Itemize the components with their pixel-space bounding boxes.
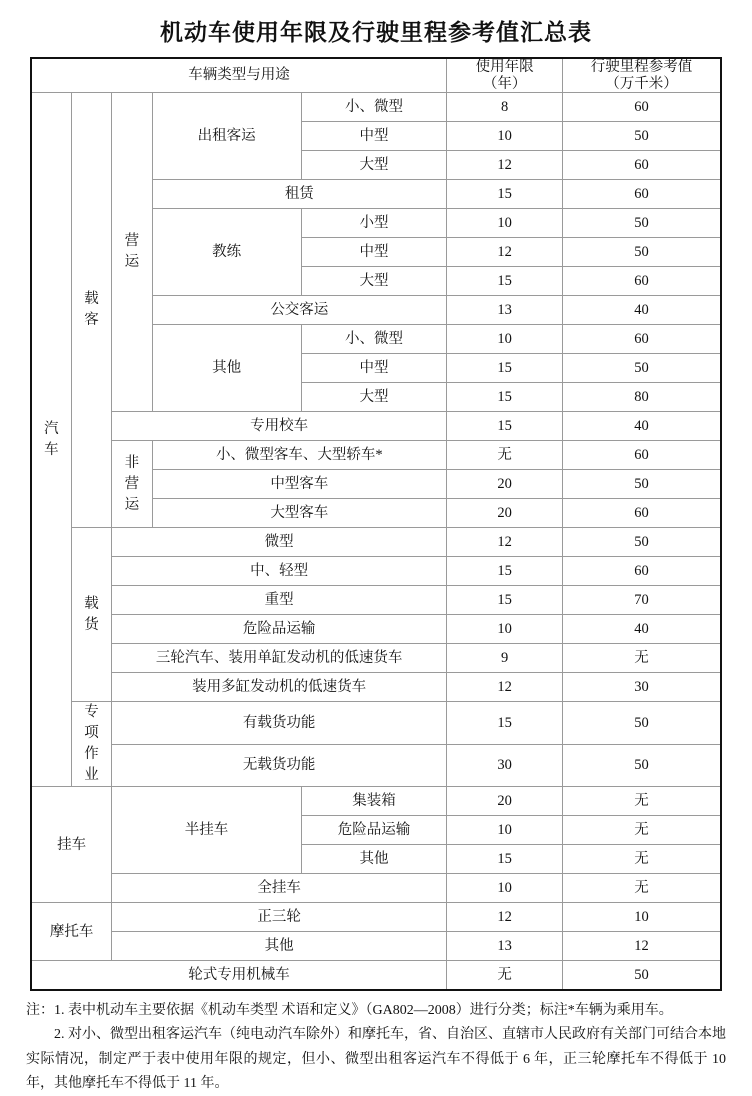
- header-mileage: [563, 58, 721, 93]
- years-gongjiao: 13: [447, 296, 563, 325]
- mileage-qita-moto: 12: [563, 932, 721, 961]
- label-zhongxing-heavy: 重型: [112, 586, 447, 615]
- mileage-zhongxingkeche: 50: [563, 470, 721, 499]
- mileage-zhuanyongxiaoche: 40: [563, 412, 721, 441]
- header-mileage-line1: 行驶里程参考值: [590, 59, 693, 75]
- header-category: 车辆类型与用途: [31, 58, 447, 93]
- table-row: [31, 441, 721, 470]
- mileage-gongjiao: 40: [563, 296, 721, 325]
- mileage-xwkc-dxjc: 60: [563, 441, 721, 470]
- label-jizhuangxiang: 集装箱: [301, 787, 446, 816]
- label-zulin: 租赁: [152, 180, 447, 209]
- note-2: 2. 对小、微型出租客运汽车（纯电动汽车除外）和摩托车，省、自治区、直辖市人民政府有关部门可结合本地实际情况，制定严于表中使用年限的规定，但小、微型出租客运汽车不得低于 6 年，正三轮摩托车不得低于 10 年，其他摩托车不得低于 11 年。: [26, 1027, 726, 1091]
- mileage-sanlun: 无: [563, 644, 721, 673]
- label-zhongxing-keche: 中型客车: [152, 470, 447, 499]
- label-duogang-dansu: 装用多缸发动机的低速货车: [112, 673, 447, 702]
- years-qita-zhong: 15: [447, 354, 563, 383]
- mileage-lunshi: 50: [563, 961, 721, 991]
- years-zulin: 15: [447, 180, 563, 209]
- table-row: [31, 93, 721, 122]
- group-yingyun: 营运: [112, 93, 152, 412]
- mileage-zulin: 60: [563, 180, 721, 209]
- note-1: 注：1. 表中机动车主要依据《机动车类型 术语和定义》（GA802—2008）进行分类；标注*车辆为乘用车。: [26, 1003, 673, 1019]
- mileage-zhongqingxing: 60: [563, 557, 721, 586]
- group-motuoche: 摩托车: [31, 903, 112, 961]
- mileage-chuzu-zhong: 50: [563, 122, 721, 151]
- mileage-weixing: 50: [563, 528, 721, 557]
- mileage-zhongxing-heavy: 70: [563, 586, 721, 615]
- table-row: [31, 586, 721, 615]
- years-qita-moto: 13: [447, 932, 563, 961]
- label-qita-yingyun: 其他: [152, 325, 301, 412]
- years-weixing: 12: [447, 528, 563, 557]
- label-zhongxing: 中型: [301, 238, 446, 267]
- years-zhongqingxing: 15: [447, 557, 563, 586]
- mileage-duogang: 30: [563, 673, 721, 702]
- table-row: [31, 702, 721, 745]
- label-xiao-weixing: 小、微型: [301, 93, 446, 122]
- mileage-youzaihuo: 50: [563, 702, 721, 745]
- mileage-jiaolian-zhong: 50: [563, 238, 721, 267]
- label-daxing: 大型: [301, 267, 446, 296]
- label-zhong-qingxing: 中、轻型: [112, 557, 447, 586]
- label-wu-zaihuo: 无载货功能: [112, 744, 447, 787]
- table-row: [31, 744, 721, 787]
- table-notes: [26, 999, 726, 1095]
- years-lunshi: 无: [447, 961, 563, 991]
- vehicle-lifespan-table: [30, 57, 722, 991]
- years-sanlun: 9: [447, 644, 563, 673]
- years-chuzu-da: 12: [447, 151, 563, 180]
- years-qita-da: 15: [447, 383, 563, 412]
- label-qita-gua: 其他: [301, 845, 446, 874]
- mileage-wuzaihuo: 50: [563, 744, 721, 787]
- years-jizhuangxiang: 20: [447, 787, 563, 816]
- years-wuzaihuo: 30: [447, 744, 563, 787]
- table-row: [31, 673, 721, 702]
- label-chuzu-keyun: 出租客运: [152, 93, 301, 180]
- label-xiao-weixing: 小、微型: [301, 325, 446, 354]
- mileage-chuzu-xiaowei: 60: [563, 93, 721, 122]
- group-guache: 挂车: [31, 787, 112, 903]
- years-jiaolian-zhong: 12: [447, 238, 563, 267]
- group-feiyingyun: 非营运: [112, 441, 152, 528]
- years-daxingkeche: 20: [447, 499, 563, 528]
- table-row: [31, 412, 721, 441]
- table-row: [31, 644, 721, 673]
- years-chuzu-zhong: 10: [447, 122, 563, 151]
- mileage-jiaolian-xiao: 50: [563, 209, 721, 238]
- label-you-zaihuo: 有载货功能: [112, 702, 447, 745]
- label-xwkc-dxjc: 小、微型客车、大型轿车*: [152, 441, 447, 470]
- label-zhengsanlun: 正三轮: [112, 903, 447, 932]
- table-row: [31, 528, 721, 557]
- label-jiaolian: 教练: [152, 209, 301, 296]
- mileage-jiaolian-da: 60: [563, 267, 721, 296]
- page-title: 机动车使用年限及行驶里程参考值汇总表: [160, 19, 592, 45]
- years-chuzu-xiaowei: 8: [447, 93, 563, 122]
- label-zhuanyong-xiaoche: 专用校车: [112, 412, 447, 441]
- label-daxing: 大型: [301, 383, 446, 412]
- years-jiaolian-da: 15: [447, 267, 563, 296]
- table-row: [31, 557, 721, 586]
- header-mileage-line2: （万千米）: [605, 75, 678, 92]
- label-daxing-keche: 大型客车: [152, 499, 447, 528]
- table-header-row: [31, 58, 721, 93]
- years-weixianpin-gua: 10: [447, 816, 563, 845]
- table-row: [31, 932, 721, 961]
- table-row: [31, 874, 721, 903]
- label-weixianpin-huo: 危险品运输: [112, 615, 447, 644]
- years-zhongxing-heavy: 15: [447, 586, 563, 615]
- label-qita-moto: 其他: [112, 932, 447, 961]
- group-qiche: 汽车: [31, 93, 71, 787]
- label-zhongxing: 中型: [301, 354, 446, 383]
- label-banguache: 半挂车: [112, 787, 302, 874]
- years-zhengsanlun: 12: [447, 903, 563, 932]
- mileage-qita-da: 80: [563, 383, 721, 412]
- years-duogang: 12: [447, 673, 563, 702]
- label-sanlun-dansu: 三轮汽车、装用单缸发动机的低速货车: [112, 644, 447, 673]
- years-quanguache: 10: [447, 874, 563, 903]
- mileage-qita-zhong: 50: [563, 354, 721, 383]
- label-lunshi-zhuanyong: 轮式专用机械车: [31, 961, 447, 991]
- years-xwkc-dxjc: 无: [447, 441, 563, 470]
- table-row: [31, 787, 721, 816]
- group-zhuanxiang-zuoye: 专项作业: [71, 702, 111, 787]
- label-xiaoxing: 小型: [301, 209, 446, 238]
- mileage-qita-gua: 无: [563, 845, 721, 874]
- mileage-quanguache: 无: [563, 874, 721, 903]
- group-zaike: 载客: [71, 93, 111, 528]
- years-weixianpin-huo: 10: [447, 615, 563, 644]
- mileage-weixianpin-huo: 40: [563, 615, 721, 644]
- label-gongjiao-keyun: 公交客运: [152, 296, 447, 325]
- years-qita-gua: 15: [447, 845, 563, 874]
- header-years-line1: 使用年限: [475, 59, 534, 75]
- label-quanguache: 全挂车: [112, 874, 447, 903]
- group-zaihuo: 载货: [71, 528, 111, 702]
- mileage-jizhuangxiang: 无: [563, 787, 721, 816]
- mileage-weixianpin-gua: 无: [563, 816, 721, 845]
- years-jiaolian-xiao: 10: [447, 209, 563, 238]
- years-zhuanyongxiaoche: 15: [447, 412, 563, 441]
- mileage-daxingkeche: 60: [563, 499, 721, 528]
- mileage-qita-xiaowei: 60: [563, 325, 721, 354]
- label-daxing: 大型: [301, 151, 446, 180]
- label-weixing: 微型: [112, 528, 447, 557]
- table-row: [31, 903, 721, 932]
- label-zhongxing: 中型: [301, 122, 446, 151]
- table-row: [31, 615, 721, 644]
- mileage-zhengsanlun: 10: [563, 903, 721, 932]
- header-years-line2: （年）: [482, 75, 527, 92]
- years-youzaihuo: 15: [447, 702, 563, 745]
- years-zhongxingkeche: 20: [447, 470, 563, 499]
- table-row: [31, 961, 721, 991]
- header-years: [447, 58, 563, 93]
- years-qita-xiaowei: 10: [447, 325, 563, 354]
- mileage-chuzu-da: 60: [563, 151, 721, 180]
- label-weixianpin-gua: 危险品运输: [301, 816, 446, 845]
